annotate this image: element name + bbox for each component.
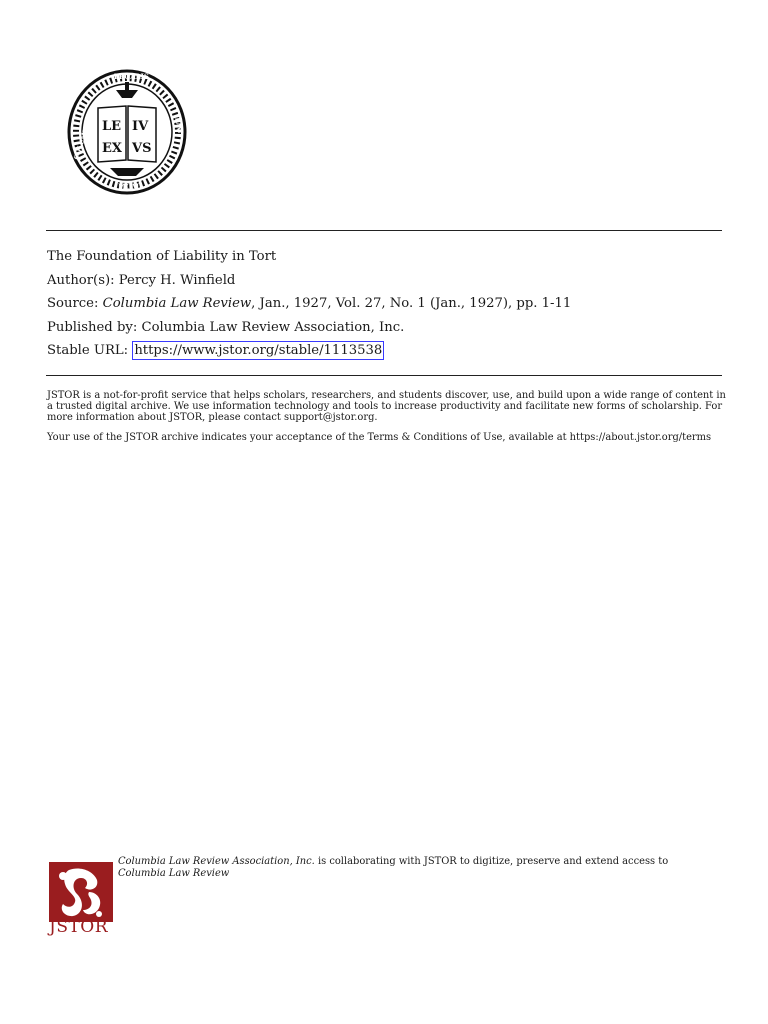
columbia-law-seal — [66, 68, 188, 196]
seal-book-left-bottom: EX — [102, 141, 122, 156]
footer-collaboration-text: Columbia Law Review Association, Inc. is collaborating with JSTOR to digitize, preserve and extend access to Columbia Law Review — [118, 856, 669, 879]
notice-paragraph-2: Your use of the JSTOR archive indicates your acceptance of the Terms & Conditions of Use, available at https://about.jstor.org/terms — [47, 432, 712, 443]
jstor-wordmark: JSTOR — [49, 917, 109, 937]
article-metadata — [47, 248, 723, 366]
seal-book-right-bottom: VS — [132, 141, 152, 156]
seal-book-right-top: IV — [132, 119, 149, 134]
stable-url-link[interactable]: https://www.jstor.org/stable/1113538 — [134, 343, 383, 358]
jstor-notice — [47, 390, 727, 452]
seal-ring-top: LEGALIS — [114, 72, 149, 81]
seal-book-left-top: LE — [102, 119, 122, 134]
article-stable-url: Stable URL: https://www.jstor.org/stable/1113538 — [47, 343, 383, 358]
article-title: The Foundation of Liability in Tort — [47, 249, 277, 264]
article-authors: Author(s): Percy H. Winfield — [47, 272, 236, 288]
footer-publisher: Columbia Law Review Association, Inc. — [118, 856, 315, 867]
article-source: Source: Columbia Law Review, Jan., 1927, Vol. 27, No. 1 (Jan., 1927), pp. 1-11 — [47, 296, 572, 311]
top-divider — [46, 230, 722, 231]
footer-journal: Columbia Law Review — [118, 867, 230, 879]
notice-paragraph-1: JSTOR is a not-for-profit service that helps scholars, researchers, and students discover, use, and build upon a wide range of content in a trusted digital archive. We use information technology and tools to increase productivity and facilitate new forms of scholarship. For more information about JSTOR, please contact support@jstor.org. — [47, 390, 726, 423]
source-journal: Columbia Law Review — [102, 296, 252, 311]
seal-ring-bottom: MCM — [118, 182, 140, 191]
seal-ring-left: COLUMBIA — [72, 118, 93, 161]
article-publisher: Published by: Columbia Law Review Association, Inc. — [47, 319, 405, 335]
middle-divider — [46, 375, 722, 376]
seal-ring-right: LAW — [173, 116, 185, 135]
